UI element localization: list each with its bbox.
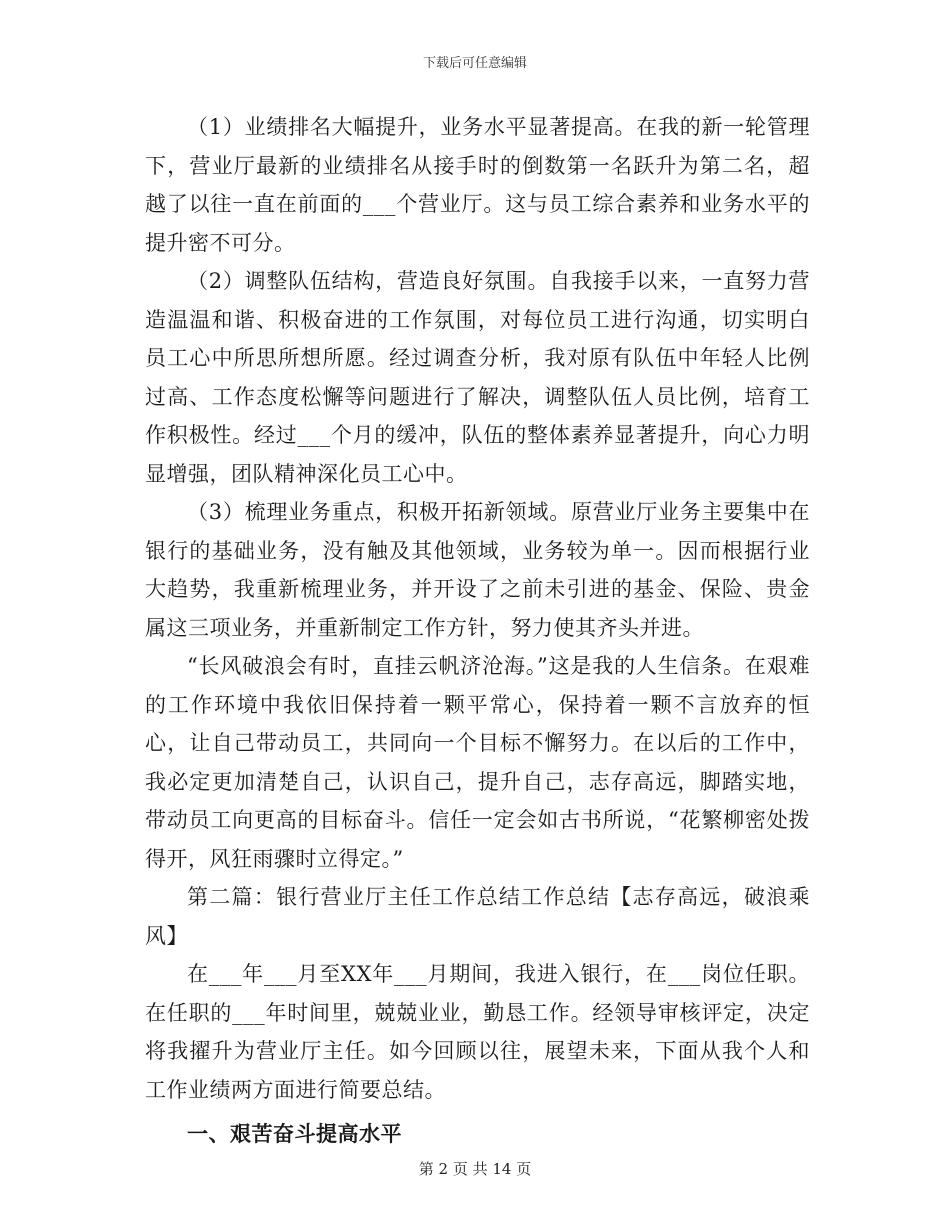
paragraph-life-motto: “长风破浪会有时，直挂云帆济沧海。”这是我的人生信条。在艰难的工作环境中我依旧保持着一颗平常心，保持着一颗不言放弃的恒心，让自己带动员工，共同向一个目标不懈努力。在以后的工作中，我必定更加清楚自己，认识自己，提升自己，志存高远，脚踏实地，带动员工向更高的目标奋斗。信任一定会如古书所说，“花繁柳密处拨得开，风狂雨骤时立得定。” [145, 654, 810, 871]
paragraph-business-focus: （3）梳理业务重点，积极开拓新领域。原营业厅业务主要集中在银行的基础业务，没有触及其他领域，业务较为单一。因而根据行业大趋势，我重新梳理业务，并开设了之前未引进的基金、保险、贵金属这三项业务，并重新制定工作方针，努力使其齐头并进。 [145, 500, 810, 640]
document-body [145, 108, 810, 1154]
paragraph-second-article-title: 第二篇：银行营业厅主任工作总结工作总结【志存高远，破浪乘风】 [145, 885, 810, 948]
paragraph-team-structure: （2）调整队伍结构，营造良好氛围。自我接手以来，一直努力营造温温和谐、积极奋进的工作氛围，对每位员工进行沟通，切实明白员工心中所思所想所愿。经过调查分析，我对原有队伍中年轻人比例过高、工作态度松懈等问题进行了解决，调整队伍人员比例，培育工作积极性。经过___个月的缓冲，队伍的整体素养显著提升，向心力明显增强，团队精神深化员工心中。 [145, 269, 810, 486]
page-number: 第 2 页 共 14 页 [418, 1160, 532, 1178]
section-heading: 一、艰苦奋斗提高水平 [187, 1122, 402, 1146]
paragraph-performance-ranking: （1）业绩排名大幅提升，业务水平显著提高。在我的新一轮管理下，营业厅最新的业绩排名从接手时的倒数第一名跃升为第二名，超越了以往一直在前面的___个营业厅。这与员工综合素养和业务水平的提升密不可分。 [145, 115, 810, 255]
paragraph-career-intro: 在___年___月至XX年___月期间，我进入银行，在___岗位任职。在任职的___年时间里，兢兢业业，勤恳工作。经领导审核评定，决定将我擢升为营业厅主任。如今回顾以往，展望未来，下面从我个人和工作业绩两方面进行简要总结。 [145, 962, 810, 1102]
page-header: 下载后可任意编辑 [422, 56, 527, 71]
